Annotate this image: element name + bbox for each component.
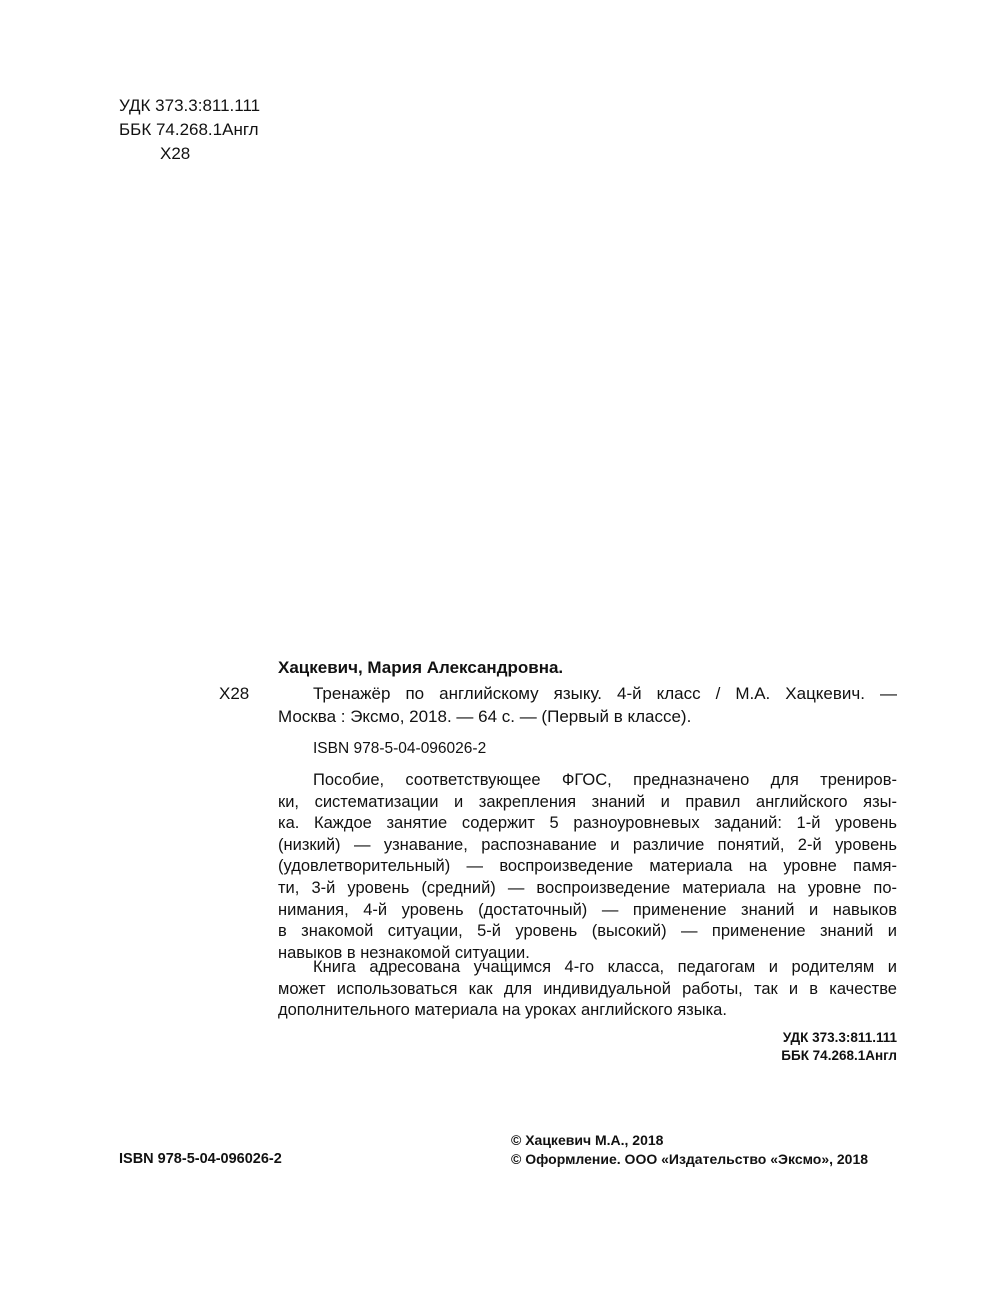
record-title-line1: Тренажёр по английскому языку. 4-й класс / М.А. Хацкевич. — bbox=[313, 684, 897, 703]
record-title-line2: Москва : Эксмо, 2018. — 64 с. — (Первый в классе). bbox=[278, 707, 692, 726]
annotation-line: навыков в незнакомой ситуации. bbox=[278, 943, 530, 962]
footer-copyright-design: © Оформление. ООО «Издательство «Эксмо», 2018 bbox=[511, 1151, 869, 1167]
annotation-line: в знакомой ситуации, 5-й уровень (высокий) — применение знаний и bbox=[278, 922, 897, 941]
footer-isbn: ISBN 978-5-04-096026-2 bbox=[119, 1151, 282, 1167]
header-udk: УДК 373.3:811.111 bbox=[119, 96, 261, 115]
annotation-line: Книга адресована учащимся 4-го класса, педагогам и родителям и bbox=[313, 958, 897, 976]
annotation-line: (низкий) — узнавание, распознавание и различие понятий, 2-й уровень bbox=[278, 835, 897, 854]
annotation-paragraph-1 bbox=[278, 770, 897, 964]
header-code: Х28 bbox=[160, 144, 191, 163]
record-code: Х28 bbox=[219, 684, 250, 703]
annotation-line: ти, 3-й уровень (средний) — воспроизведение материала на уровне по- bbox=[278, 878, 897, 897]
classification-bbk: ББК 74.268.1Англ bbox=[781, 1048, 897, 1063]
annotation-line: Пособие, соответствующее ФГОС, предназначено для трениров- bbox=[313, 771, 897, 789]
annotation-line: дополнительного материала на уроках английского языка. bbox=[278, 1001, 727, 1020]
record-isbn: ISBN 978-5-04-096026-2 bbox=[313, 740, 487, 757]
annotation-line: (удовлетворительный) — воспроизведение материала на уровне памя- bbox=[278, 857, 897, 876]
annotation-line: ки, систематизации и закрепления знаний и правил английского язы- bbox=[278, 792, 897, 811]
annotation-line: может использоваться как для индивидуальной работы, так и в качестве bbox=[278, 979, 897, 998]
annotation-line: нимания, 4-й уровень (достаточный) — применение знаний и навыков bbox=[278, 900, 897, 919]
annotation-paragraph-2 bbox=[278, 957, 897, 1022]
annotation-line: ка. Каждое занятие содержит 5 разноуровневых заданий: 1-й уровень bbox=[278, 814, 897, 833]
header-bbk: ББК 74.268.1Англ bbox=[119, 120, 259, 139]
record-author: Хацкевич, Мария Александровна. bbox=[278, 658, 564, 677]
classification-udk: УДК 373.3:811.111 bbox=[782, 1030, 897, 1045]
footer-copyright-author: © Хацкевич М.А., 2018 bbox=[511, 1132, 664, 1148]
